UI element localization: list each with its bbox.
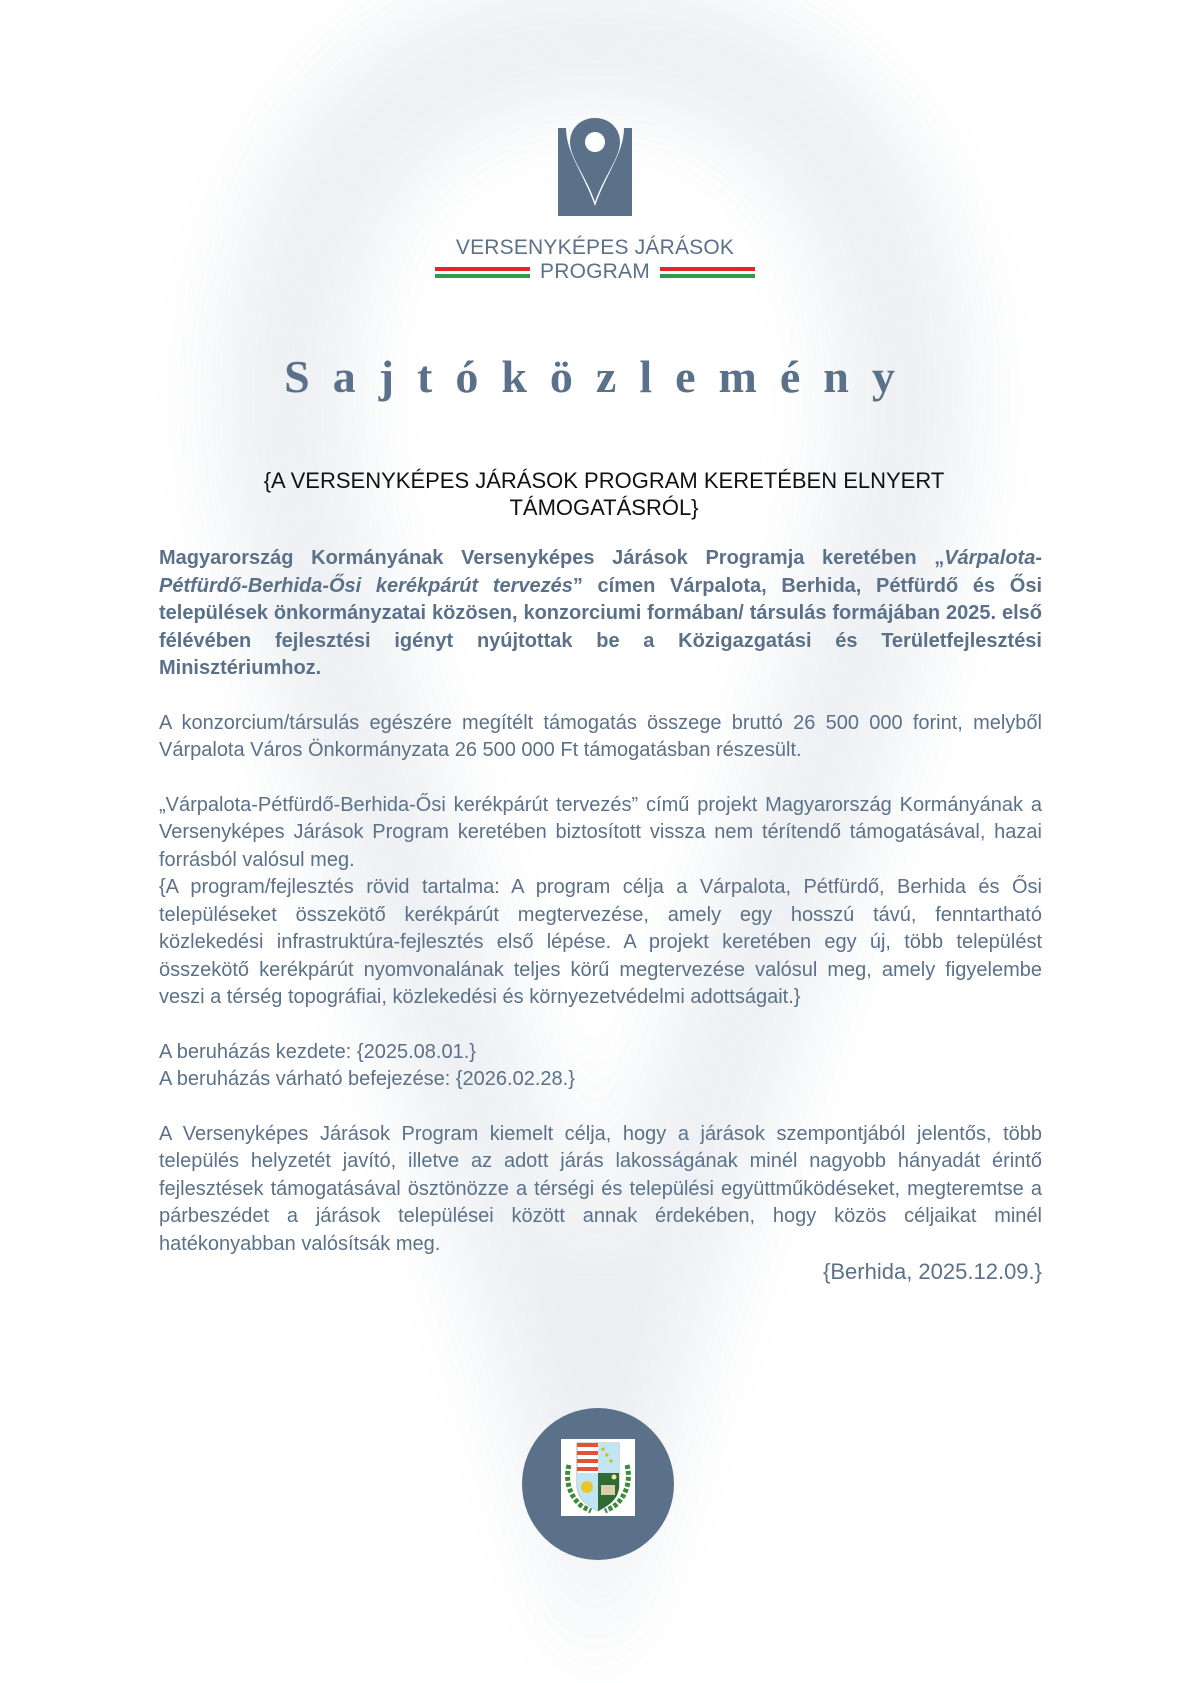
program-logo bbox=[0, 118, 1190, 284]
logo-line1: VERSENYKÉPES JÁRÁSOK bbox=[455, 236, 735, 259]
lead-paragraph bbox=[159, 545, 1042, 683]
location-pin-v-icon bbox=[558, 118, 632, 216]
start-date: A beruházás kezdete: {2025.08.01.} bbox=[159, 1040, 476, 1063]
goal-paragraph: A Versenyképes Járások Program kiemelt célja, hogy a járások szempontjából jelentős, több település helyzetét javító, illetve az adott járás lakosságának minél nagyobb hányadát érintő fejlesztések támogatásával ösztönözze a térségi és települési együttműködéseket, megteremtse a párbeszédet a járások települései között annak érdekében, hogy közös céljaikat minél hatékonyabban valósítsák meg. bbox=[159, 1122, 1042, 1255]
project-title: Várpalota-Pétfürdő-Berhida-Ősi kerékpárút tervezés bbox=[159, 547, 1042, 597]
page-title: Sajtóközlemény bbox=[284, 351, 918, 402]
press-release-body bbox=[159, 545, 1042, 1286]
funding-paragraph: A konzorcium/társulás egészére megítélt támogatás összege bruttó 26 500 000 forint, melyből Várpalota Város Önkormányzata 26 500 000 Ft támogatásban részesült. bbox=[159, 711, 1042, 761]
end-date: A beruházás várható befejezése: {2026.02.28.} bbox=[159, 1068, 575, 1090]
lead-text-2: ” címen Várpalota, Berhida, Pétfürdő és Ősi települések önkormányzatai közösen, konzorciumi formában/ társulás formájában 2025. első félévében fejlesztési igényt nyújtottak be a Közigazgatási és Területfejlesztési Minisztériumhoz. bbox=[159, 574, 1042, 679]
flag-stripes-right bbox=[660, 267, 755, 278]
summary-paragraph: {A program/fejlesztés rövid tartalma: A program célja a Várpalota, Pétfürdő, Berhida és Ősi településeket összekötő kerékpárút megtervezése, amely egy hosszú távú, fenntartható közlekedési infrastruktúra-fejlesztés első lépése. A projekt keretében egy új, több települést összekötő kerékpárút nyomvonalának teljes körű megtervezése valósul meg, amely figyelembe veszi a térség topográfiai, közlekedési és környezetvédelmi adottságait.} bbox=[159, 876, 1042, 1008]
emblem-circle bbox=[522, 1408, 674, 1560]
project-paragraph: „Várpalota-Pétfürdő-Berhida-Ősi kerékpárút tervezés” című projekt Magyarország Kormányának a Versenyképes Járások Program keretében biztosított vissza nem térítendő támogatásával, hazai forrásból valósul meg. bbox=[159, 793, 1042, 871]
subtitle: {A VERSENYKÉPES JÁRÁSOK PROGRAM KERETÉBEN ELNYERT TÁMOGATÁSRÓL} bbox=[263, 468, 945, 520]
coat-of-arms-icon bbox=[561, 1439, 635, 1516]
lead-text-1: Magyarország Kormányának Versenyképes Járások Programja keretében „ bbox=[159, 547, 945, 569]
logo-line2: PROGRAM bbox=[540, 260, 650, 283]
signature: {Berhida, 2025.12.09.} bbox=[823, 1259, 1042, 1284]
flag-stripes-left bbox=[435, 267, 530, 278]
